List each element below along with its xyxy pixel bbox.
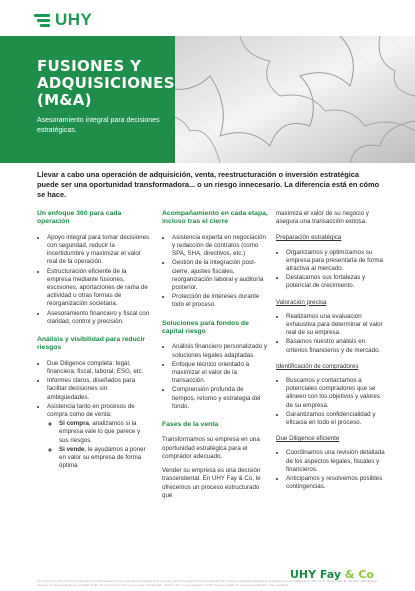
subsection-heading: Preparación estratégica (276, 234, 342, 242)
section-heading: Fases de la venta (162, 421, 219, 429)
list-item (47, 403, 151, 471)
section-heading: Un enfoque 360 para cada operación (37, 210, 122, 226)
list-item: • Due Diligence completa: legal, financiera, fiscal, laboral, ESG, etc. (47, 360, 151, 376)
hero-banner (0, 36, 415, 163)
sub-item-text: , le ayudamos a poner en valor su empresa de forma óptima (59, 445, 146, 470)
subsection-heading: Valoración precisa (276, 298, 327, 306)
section-heading: Soluciones para fondos de capital riesgo (162, 319, 249, 336)
paragraph: maximiza el valor de su negocio y asegura una transacción exitosa. (276, 210, 369, 226)
legal-footer: UHY Fay & Co (the "Firm") is a member of Urbach Hacker Young International Limited, a UK company, and forms part of the international UHY network of legally independent accounting and consulting firms. UHY is the brand name for the UHY international network. Services in Spain are provided by the Firm and not by UHY or any other member firm. Neither UHY nor any member of UHY has any liability for services provided by other members. (37, 580, 377, 587)
list-item: • Anticipamos y resolvemos posibles contingencias. (286, 475, 386, 491)
column-1 (37, 210, 151, 472)
uhy-logo-mark-icon (34, 13, 52, 27)
sub-list-item (59, 420, 151, 445)
list-item: • Asistencia experta en negociación y redacción de contratos (como SPA, SHA, directivos, etc.) (172, 234, 268, 259)
list-item: • Buscamos y contactamos a potenciales compradores que se alineen con los objetivos y valores de su empresa. (286, 377, 386, 410)
column-3 (276, 210, 386, 492)
bullet-list (37, 234, 151, 326)
paragraph: Transformamos su empresa en una oportunidad estratégica para el comprador adecuado. (162, 436, 260, 460)
bullet-list (276, 449, 386, 491)
brand-part-1: UHY Fay (290, 568, 342, 581)
list-item: • Gestión de la integración post-cierre, ajustes fiscales, reorganización laboral y auditoría posterior. (172, 259, 268, 292)
bullet-list (162, 234, 268, 310)
bullet-list (276, 377, 386, 427)
list-item: • Coordinamos una revisión detallada de los aspectos legales, fiscales y financieros. (286, 449, 386, 474)
list-item: • Protección de intereses durante todo el proceso. (172, 293, 268, 309)
list-item: • Realizamos una evaluación exhaustiva para determinar el valor real de su empresa. (286, 313, 386, 338)
sub-item-bold: Si compra (59, 420, 89, 428)
brand-part-2: & Co (341, 568, 374, 581)
list-item: • Organizamos y optimizamos su empresa para presentarla de forma atractiva al mercado. (286, 249, 386, 274)
paragraph: Vender su empresa es una decisión trascendental. En UHY Fay & Co, le ofrecemos un proceso estructurado que (162, 467, 261, 499)
page-subtitle: Asesoramiento integral para decisiones estratégicas. (37, 117, 160, 134)
sub-list-item (59, 446, 151, 471)
intro-text: Llevar a cabo una operación de adquisición, venta, reestructuración o inversión estratégica puede ser una oportunidad transformadora... o un riesgo innecesario. La diferencia está en cómo se hace. (37, 170, 380, 199)
bullet-list (162, 343, 268, 411)
sub-item-bold: Si vende (59, 445, 85, 453)
logo-text: UHY (55, 10, 93, 29)
puzzle-image (150, 36, 415, 163)
top-bar (0, 0, 415, 36)
list-item-text: Asistencia tanto en procesos de compra como de venta: (47, 402, 135, 419)
list-item: • Enfoque técnico orientado a maximizar el valor de la transacción. (172, 361, 268, 386)
page-title: FUSIONES Y ADQUISICIONES (M&A) (37, 57, 175, 109)
subsection-heading: Due Diligence eficiente (276, 435, 340, 443)
list-item: • Estructuración eficiente de la empresa mediante fusiones, escisiones, aportaciones de rama de actividad u otras formas de reorganización societaria. (47, 268, 151, 309)
column-2 (162, 210, 268, 506)
section-heading: Análisis y visibilidad para reducir riesgos (37, 336, 146, 352)
list-item: • Apoyo integral para tomar decisiones con seguridad, reducir la incertidumbre y maximizar el valor real de la operación. (47, 234, 151, 267)
list-item: • Garantizamos confidencialidad y eficacia en todo el proceso. (286, 411, 386, 427)
list-item: • Comprensión profunda de tiempos, retorno y estrategia del fondo. (172, 386, 268, 411)
uhy-logo[interactable] (34, 12, 92, 28)
subsection-heading: Identificación de compradores (276, 362, 359, 370)
bullet-list (276, 249, 386, 291)
bullet-list (276, 313, 386, 355)
list-item: • Asesoramiento financiero y fiscal con claridad, control y precisión. (47, 310, 151, 326)
list-item: • Análisis financiero personalizado y soluciones legales adaptadas. (172, 343, 268, 359)
sub-list (47, 420, 151, 470)
list-item: • Basamos nuestro análisis en criterios financieros y de mercado. (286, 338, 386, 354)
list-item: • Destacamos sus fortalezas y potencial de crecimiento. (286, 274, 386, 290)
section-heading: Acompañamiento en cada etapa, incluso tras el cierre (162, 210, 268, 226)
list-item: • Informes claros, diseñados para facilitar decisiones sin ambigüedades. (47, 377, 151, 402)
sub-item-text: , analizamos si la empresa vale lo que parece y sus riesgos. (59, 420, 141, 444)
bullet-list (37, 360, 151, 471)
